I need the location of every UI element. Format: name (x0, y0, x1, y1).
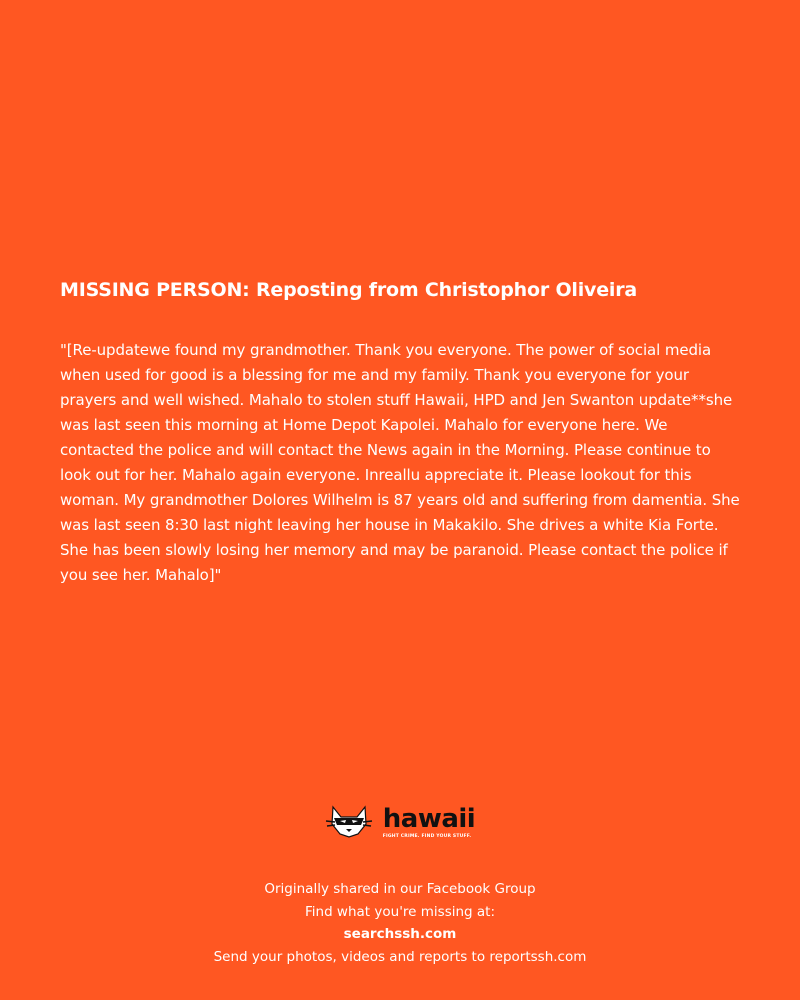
cat-mask-icon (325, 804, 373, 842)
footer-website-link[interactable]: searchssh.com (343, 926, 457, 942)
post (60, 276, 740, 588)
logo (0, 804, 800, 842)
post-title: MISSING PERSON: Reposting from Christophor Oliveira (60, 279, 637, 301)
logo-text (383, 806, 475, 840)
footer (0, 878, 800, 968)
logo-wordmark: hawaii (382, 804, 476, 834)
post-body: "[Re-updatewe found my grandmother. Thank you everyone. The power of social media when used for good is a blessing for me and my family. Thank you everyone for your prayers and well wished. Mahalo to stolen stuff Hawaii, HPD and Jen Swanton update**she was last seen this morning at Home Depot Kapolei. Mahalo for everyone here. We contacted the police and will contact the News again in the Morning. Please continue to look out for her. Mahalo again everyone. Inreallu appreciate it. Please lookout for this woman. My grandmother Dolores Wilhelm is 87 years old and suffering from damentia. She was last seen 8:30 last night leaving her house in Makakilo. She drives a white Kia Forte. She has been slowly losing her memory and may be paranoid. Please contact the police if you see her. Mahalo]" (60, 341, 740, 584)
footer-shared-text: Originally shared in our Facebook Group (264, 881, 536, 897)
footer-find-text: Find what you're missing at: (304, 903, 496, 920)
logo-inner (325, 804, 475, 842)
footer-report-text: Send your photos, videos and reports to reportssh.com (213, 948, 587, 965)
logo-tagline: FIGHT CRIME. FIND YOUR STUFF. (382, 834, 472, 839)
